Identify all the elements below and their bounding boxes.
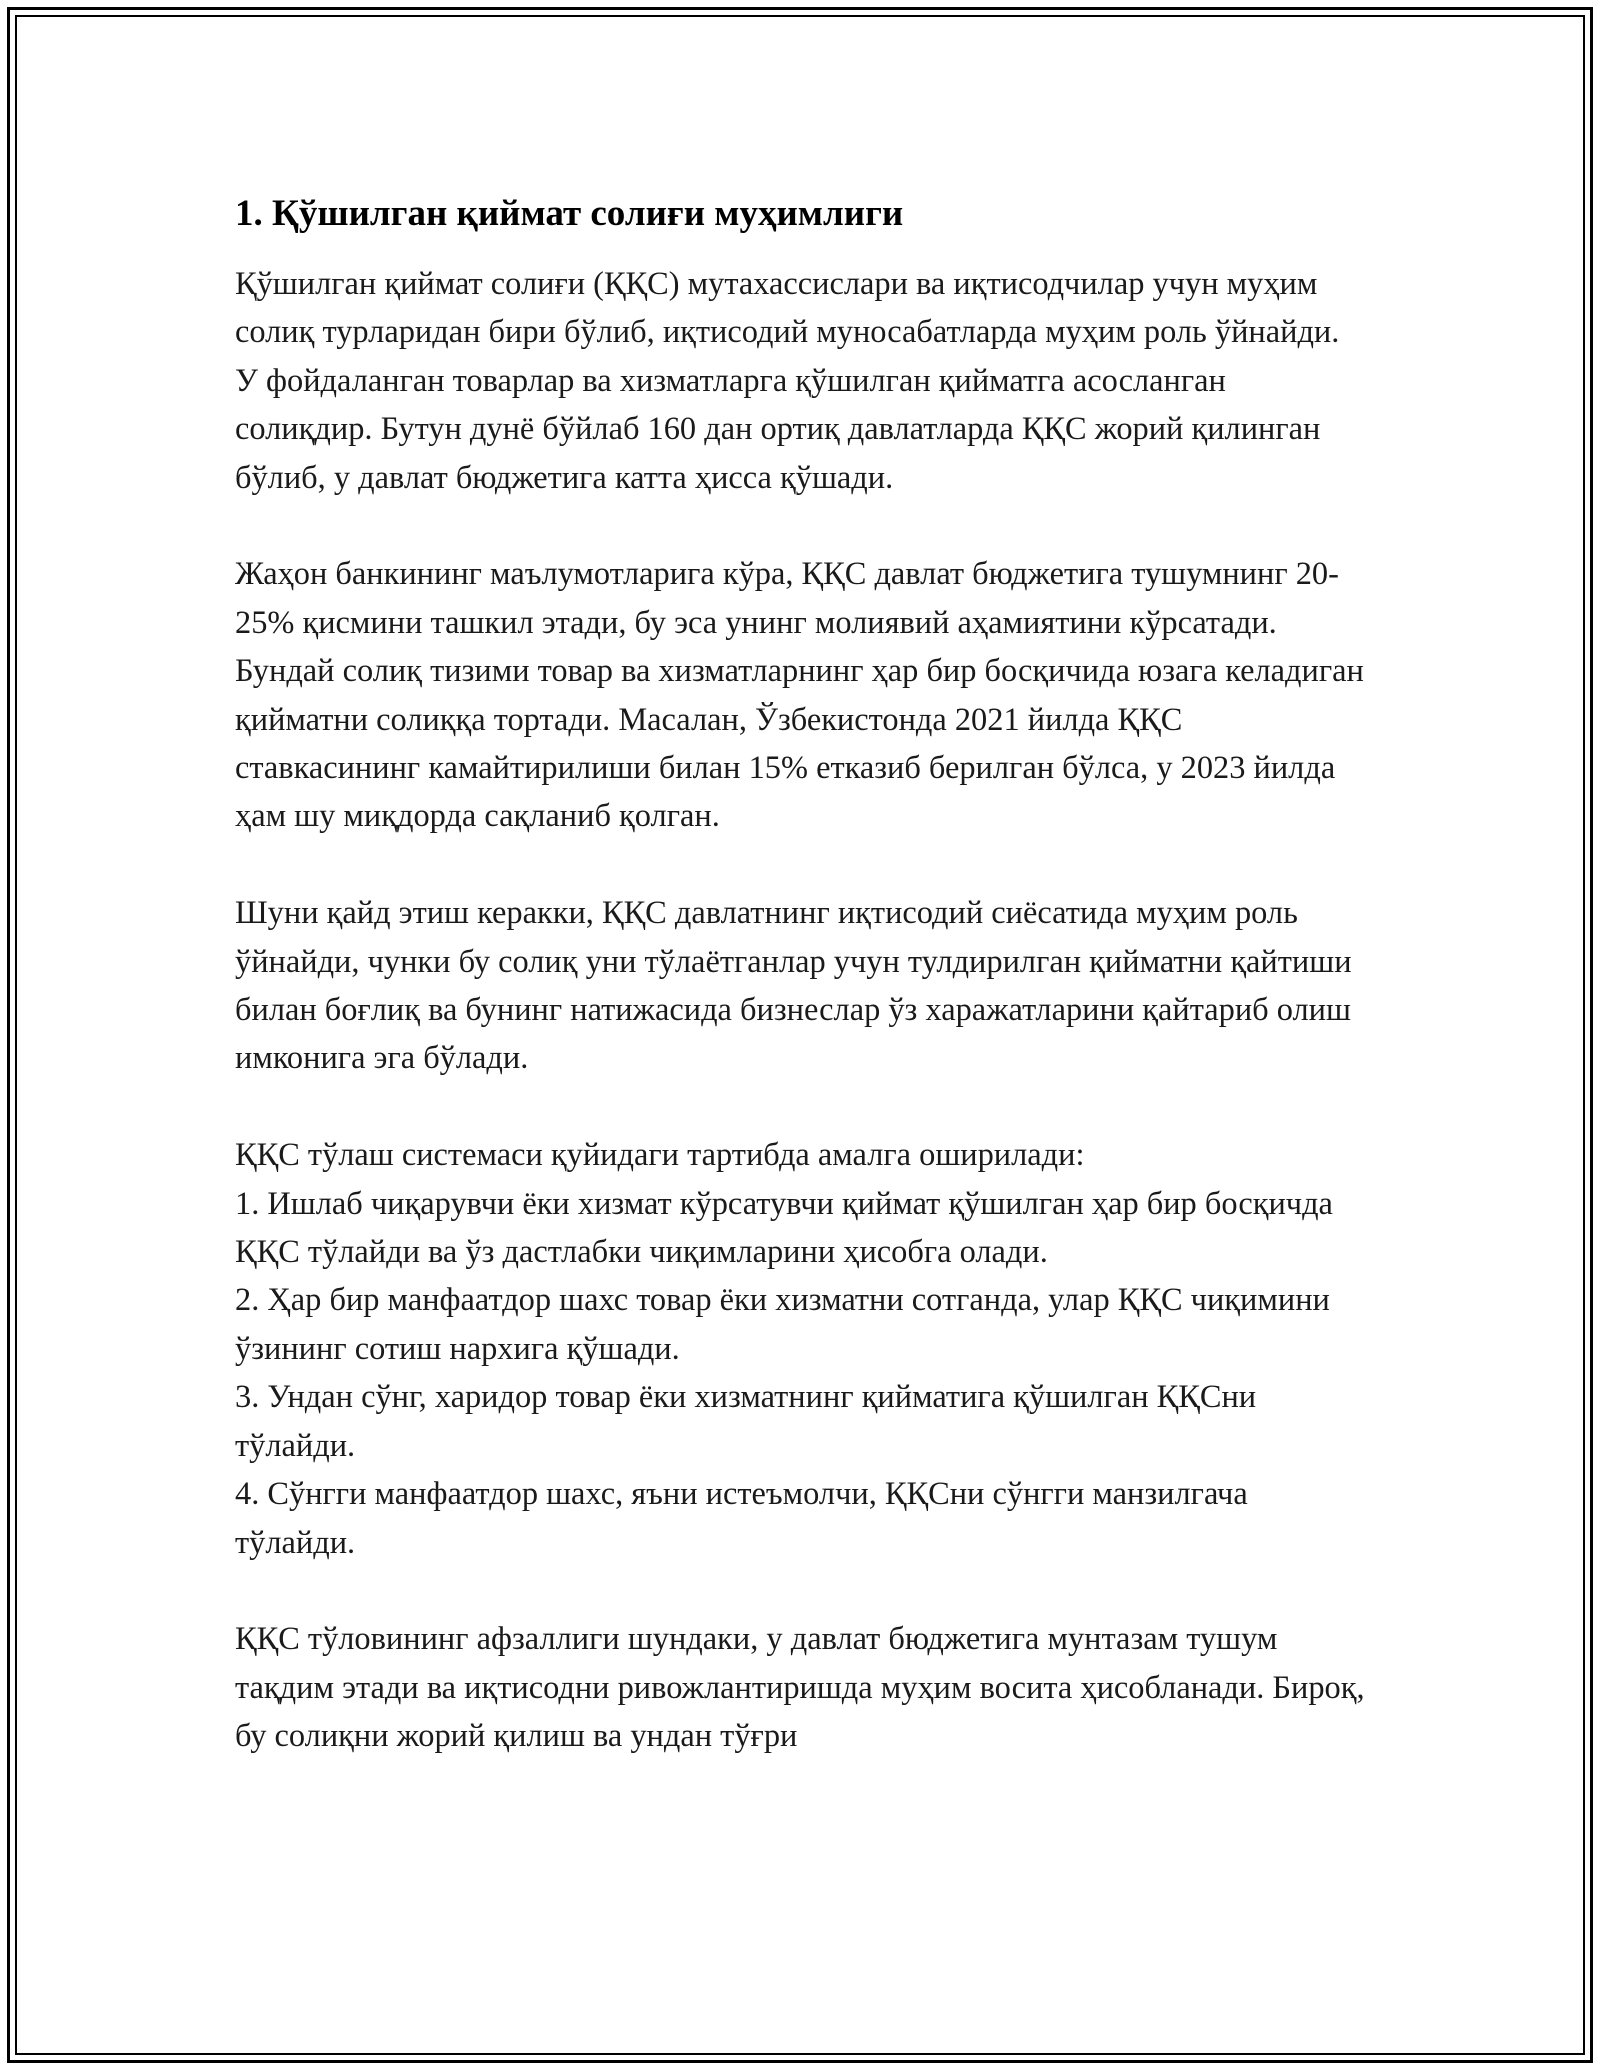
- document-body: [235, 190, 1370, 1809]
- payment-steps-list: [235, 1131, 1370, 1567]
- paragraph-intro: Қўшилган қиймат солиғи (ҚҚС) мутахассислари ва иқтисодчилар учун муҳим солиқ турларидан бири бўлиб, иқтисодий муносабатларда муҳим роль ўйнайди. У фойдаланган товарлар ва хизматларга қўшилган қийматга асосланган солиқдир. Бутун дунё бўйлаб 160 дан ортиқ давлатларда ҚҚС жорий қилинган бўлиб, у давлат бюджетига катта ҳисса қўшади.: [235, 266, 1340, 496]
- paragraph-economic-policy: Шуни қайд этиш керакки, ҚҚС давлатнинг иқтисодий сиёсатида муҳим роль ўйнайди, чунки бу солиқ уни тўлаётганлар учун тулдирилган қийматни қайтиши билан боғлиқ ва бунинг натижасида бизнеслар ўз харажатларини қайтариб олиш имконига эга бўлади.: [235, 895, 1352, 1077]
- paragraph-closing: ҚҚС тўловининг афзаллиги шундаки, у давлат бюджетига мунтазам тушум тақдим этади ва иқтисодни ривожлантиришда муҳим восита ҳисобланади. Бироқ, бу солиқни жорий қилиш ва ундан тўғри: [235, 1621, 1365, 1755]
- list-item: 1. Ишлаб чиқарувчи ёки хизмат кўрсатувчи қиймат қўшилган ҳар бир босқичда ҚҚС тўлайди ва ўз дастлабки чиқимларини ҳисобга олади.: [235, 1185, 1333, 1271]
- paragraph-world-bank: Жаҳон банкининг маълумотларига кўра, ҚҚС давлат бюджетига тушумнинг 20-25% қисмини ташкил этади, бу эса унинг молиявий аҳамиятини кўрсатади. Бундай солиқ тизими товар ва хизматларнинг ҳар бир босқичида юзага келадиган қийматни солиққа тортади. Масалан, Ўзбекистонда 2021 йилда ҚҚС ставкасининг камайтирилиши билан 15% етказиб берилган бўлса, у 2023 йилда ҳам шу миқдорда сақланиб қолган.: [235, 556, 1364, 835]
- list-item: 4. Сўнгги манфаатдор шахс, яъни истеъмолчи, ҚҚСни сўнгги манзилгача тўлайди.: [235, 1476, 1248, 1561]
- list-item: 3. Ундан сўнг, харидор товар ёки хизматнинг қийматига қўшилган ҚҚСни тўлайди.: [235, 1379, 1257, 1464]
- list-intro: ҚҚС тўлаш системаси қуйидаги тартибда амалга оширилади:: [235, 1137, 1085, 1174]
- list-item: 2. Ҳар бир манфаатдор шахс товар ёки хизматни сотганда, улар ҚҚС чиқимини ўзининг сотиш нархига қўшади.: [235, 1282, 1330, 1367]
- section-heading: 1. Қўшилган қиймат солиғи муҳимлиги: [235, 193, 904, 234]
